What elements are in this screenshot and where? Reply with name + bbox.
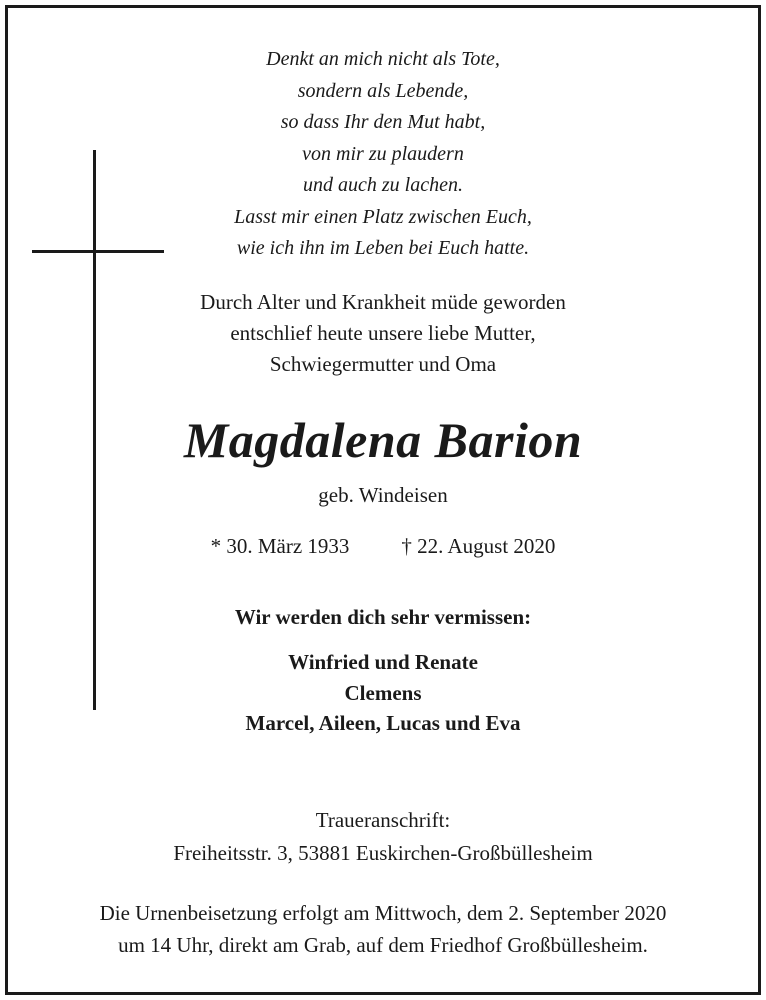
intro-line: Durch Alter und Krankheit müde geworden (200, 290, 566, 314)
deceased-name: Magdalena Barion (183, 412, 583, 468)
funeral-line: Die Urnenbeisetzung erfolgt am Mittwoch, dem 2. September 2020 (99, 901, 667, 925)
mourners-heading: Wir werden dich sehr vermissen: (234, 605, 532, 629)
poem (0, 44, 766, 265)
death-date: † 22. August 2020 (401, 534, 556, 558)
poem-line: Denkt an mich nicht als Tote, (266, 48, 500, 70)
funeral-line: um 14 Uhr, direkt am Grab, auf dem Friedhof Großbüllesheim. (118, 933, 648, 957)
mourning-address (0, 804, 766, 870)
poem-line: Lasst mir einen Platz zwischen Euch, (234, 205, 532, 228)
mourners-list (0, 647, 766, 739)
birth-date: * 30. März 1933 (210, 534, 350, 558)
intro-text (0, 287, 766, 380)
mourner-line: Clemens (344, 680, 422, 705)
intro-line: Schwiegermutter und Oma (269, 352, 497, 376)
address-street: Freiheitsstr. 3, 53881 Euskirchen-Großbüllesheim (173, 841, 593, 865)
mourner-line: Winfried und Renate (288, 650, 478, 674)
poem-line: so dass Ihr den Mut habt, (280, 111, 486, 133)
poem-line: von mir zu plaudern (302, 142, 464, 165)
life-dates (0, 531, 766, 561)
address-label: Traueranschrift: (315, 808, 451, 832)
poem-line: sondern als Lebende, (297, 79, 469, 102)
mourner-line: Marcel, Aileen, Lucas und Eva (245, 711, 521, 735)
maiden-name: geb. Windeisen (318, 483, 448, 507)
poem-line: wie ich ihn im Leben bei Euch hatte. (236, 237, 530, 259)
intro-line: entschlief heute unsere liebe Mutter, (230, 321, 536, 345)
funeral-info (0, 897, 766, 961)
poem-line: und auch zu lachen. (303, 174, 463, 196)
